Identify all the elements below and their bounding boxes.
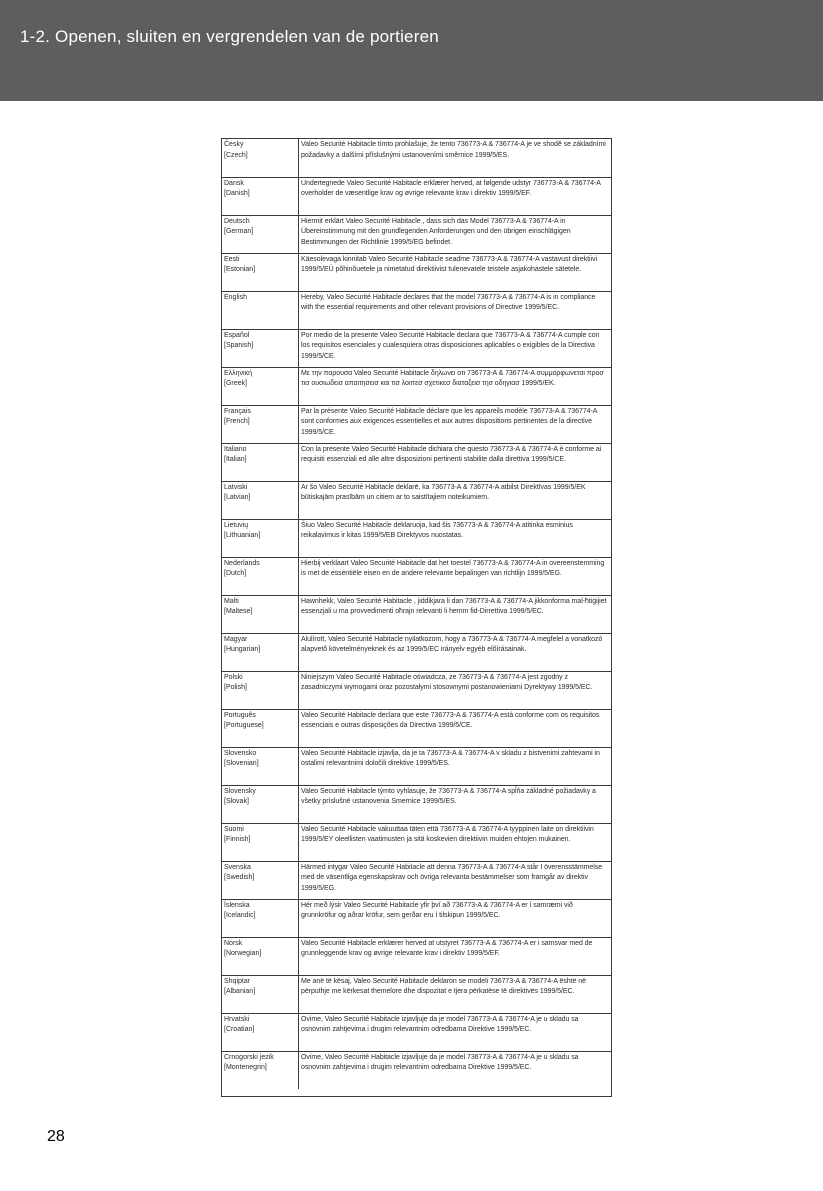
declaration-text: Käesolevaga kinnitab Valeo Securité Habitacle seadme 736773-A & 736774-A vastavust direktiivi 1999/5/EÜ põhinõuetele ja nimetatud direktiivist tulenevatele teistele asjakohastele sätetele.: [299, 253, 612, 291]
language-name: Français: [224, 407, 251, 415]
page-header-bar: [0, 0, 823, 101]
language-cell: [222, 557, 299, 595]
language-name: Magyar: [224, 635, 248, 643]
declaration-row: [222, 1051, 611, 1089]
declaration-text: Hereby, Valeo Securité Habitacle declares that the model 736773-A & 736774-A is in compliance with the essential requirements and other relevant provisions of Directive 1999/5/EC.: [299, 291, 612, 329]
declaration-of-conformity-table: [221, 138, 612, 1097]
language-english-name: [Estonian]: [224, 266, 256, 273]
language-name: Hrvatski: [224, 1015, 250, 1023]
language-cell: [222, 367, 299, 405]
language-english-name: [French]: [224, 418, 250, 425]
language-name: Íslenska: [224, 901, 250, 909]
language-english-name: [Swedish]: [224, 874, 255, 881]
language-cell: [222, 291, 299, 329]
language-name: Malti: [224, 597, 239, 605]
language-english-name: [Spanish]: [224, 342, 254, 349]
language-english-name: [Montenegrin]: [224, 1064, 267, 1071]
language-english-name: [Dutch]: [224, 570, 247, 577]
declaration-text: Ovime, Valeo Securité Habitacle izjavljuje da je model 736773-A & 736774-A je u skladu sa osnovnim zahtjevima i drugim relevantnim odredbama Direktive 1999/5/EC.: [299, 1013, 612, 1051]
language-name: Crnogorski jezik: [224, 1053, 274, 1061]
declaration-row: [222, 367, 611, 405]
declaration-row: [222, 823, 611, 861]
language-cell: [222, 975, 299, 1013]
language-name: Ελληνική: [224, 369, 253, 377]
declaration-row: [222, 443, 611, 481]
language-english-name: [Finnish]: [224, 836, 251, 843]
language-name: Lietuvių: [224, 521, 249, 529]
language-english-name: [Croatian]: [224, 1026, 255, 1033]
language-cell: [222, 253, 299, 291]
declaration-text: Hiermit erklärt Valeo Securité Habitacle , dass sich das Model 736773-A & 736774-A in Übereinstimmung mit den grundlegenden Anforderungen und den übrigen einschlägigen Bestimmungen der Richtlinie 1999/5/EG befindet.: [299, 215, 612, 253]
language-cell: [222, 329, 299, 367]
language-english-name: [Norwegian]: [224, 950, 262, 957]
language-cell: [222, 747, 299, 785]
declaration-text: Valeo Securité Habitacle týmto vyhlasuje, že 736773-A & 736774-A spĺňa základné požiadavky a všetky príslušné ustanovenia Smernice 1999/5/ES.: [299, 785, 612, 823]
language-name: Latviski: [224, 483, 248, 491]
declaration-row: [222, 253, 611, 291]
language-english-name: [Czech]: [224, 151, 248, 159]
declaration-row: [222, 747, 611, 785]
declaration-row: [222, 633, 611, 671]
declaration-row: [222, 519, 611, 557]
declaration-text: Me anë të kësaj, Valeo Securité Habitacle deklaron se modeli 736773-A & 736774-A është në përputhje me kërkesat themelore dhe dispozitat e tjera përkatëse të direktivës 1999/5/EC.: [299, 975, 612, 1013]
declaration-row: [222, 785, 611, 823]
declaration-text: Alulírott, Valeo Securité Habitacle nyilatkozom, hogy a 736773-A & 736774-A megfelel a vonatkozó alapvetõ követelményeknek és az 1999/5/EC irányelv egyéb elõírásainak.: [299, 633, 612, 671]
language-cell: [222, 1051, 299, 1089]
declaration-text: Valeo Securité Habitacle tímto prohlašuje, že tento 736773-A & 736774-A je ve shodě se základními požadavky a dalšími příslušnými ustanoveními směrnice 1999/5/ES.: [301, 141, 606, 159]
language-cell: [222, 139, 299, 177]
declaration-row: [222, 595, 611, 633]
language-english-name: [Icelandic]: [224, 912, 256, 919]
language-cell: [222, 443, 299, 481]
declaration-row: [222, 215, 611, 253]
language-cell: [222, 633, 299, 671]
language-cell: [222, 861, 299, 899]
page-number: 28: [47, 1128, 65, 1145]
language-name: Italiano: [224, 445, 247, 453]
language-english-name: [Italian]: [224, 456, 247, 463]
declaration-text: Por medio de la presente Valeo Securité Habitacle declara que 736773-A & 736774-A cumple con los requisitos esenciales y cualesquiera otras disposiciones aplicables o exigibles de la Directiva 1999/5/CE.: [299, 329, 612, 367]
language-cell: [222, 823, 299, 861]
language-cell: [222, 899, 299, 937]
declaration-row: [222, 329, 611, 367]
declarations-table: [222, 139, 611, 1089]
declaration-row: [222, 671, 611, 709]
declaration-text: Undertegnede Valeo Securité Habitacle erklærer herved, at følgende udstyr 736773-A & 736774-A overholder de væsentlige krav og øvrige relevante krav i direktiv 1999/5/EF.: [299, 177, 612, 215]
language-name: Deutsch: [224, 217, 250, 225]
language-name: Česky: [224, 141, 244, 148]
declaration-row: [222, 481, 611, 519]
declaration-text: Valeo Securité Habitacle izjavlja, da je ta 736773-A & 736774-A v skladu z bistvenimi zahtevami in ostalimi relevantnimi določili direktive 1999/5/ES.: [299, 747, 612, 785]
language-cell: [222, 937, 299, 975]
language-cell: [222, 481, 299, 519]
language-cell: [222, 519, 299, 557]
language-english-name: [Albanian]: [224, 988, 256, 995]
declaration-row: [222, 557, 611, 595]
section-title: 1-2. Openen, sluiten en vergrendelen van de portieren: [20, 27, 439, 46]
language-english-name: [Slovenian]: [224, 760, 259, 767]
language-cell: [222, 671, 299, 709]
declaration-row: [222, 177, 611, 215]
language-name: Dansk: [224, 179, 244, 187]
language-name: Español: [224, 331, 250, 339]
declaration-row: [222, 139, 611, 177]
language-name: Shqiptar: [224, 977, 251, 985]
language-english-name: [Maltese]: [224, 608, 253, 615]
language-english-name: [German]: [224, 228, 254, 235]
declaration-row: [222, 899, 611, 937]
language-english-name: [Portuguese]: [224, 722, 264, 729]
declaration-text: Με την παρουσα Valeo Securité Habitacle δηλωνει οτι 736773-A & 736774-A συμμορφωνεται προσ τισ ουσιωδεισ απαιτησεισ και τισ λοιπεσ σχετικεσ διαταξεισ τησ οδηγιασ 1999/5/ΕΚ.: [299, 367, 612, 405]
language-english-name: [Greek]: [224, 380, 247, 387]
language-name: Slovensky: [224, 787, 256, 795]
declaration-text: Par la présente Valeo Securité Habitacle déclare que les appareils modèle 736773-A & 736774-A sont conformes aux exigences essentielles et aux autres dispositions pertinentes de la directive 1999/5/CE.: [299, 405, 612, 443]
declaration-text: Hér með lýsir Valeo Securité Habitacle yfir því að 736773-A & 736774-A er í samræmi við grunnkröfur og aðrar kröfur, sem gerðar eru í tilskipun 1999/5/EC.: [299, 899, 612, 937]
declaration-row: [222, 709, 611, 747]
declaration-text: Ovime, Valeo Securité Habitacle izjavljuje da je model 736773-A & 736774-A je u skladu sa osnovnim zahtjevima i drugim relevantnim odredbama Direktive 1999/5/EC.: [299, 1051, 612, 1089]
language-cell: [222, 177, 299, 215]
language-english-name: [Slovak]: [224, 798, 249, 805]
language-name: Português: [224, 711, 256, 719]
language-name: Eesti: [224, 255, 240, 263]
language-cell: [222, 709, 299, 747]
declaration-text: Valeo Securité Habitacle erklærer herved at utstyret 736773-A & 736774-A er i samsvar med de grunnleggende krav og øvrige relevante krav i direktiv 1999/5/EF.: [299, 937, 612, 975]
language-name: Suomi: [224, 825, 244, 833]
language-cell: [222, 785, 299, 823]
language-cell: [222, 1013, 299, 1051]
language-name: Slovensko: [224, 749, 257, 757]
language-cell: [222, 215, 299, 253]
language-name: Svenska: [224, 863, 251, 871]
language-name: Norsk: [224, 939, 243, 947]
declaration-text: Härmed intygar Valeo Securité Habitacle att denna 736773-A & 736774-A står I överensstämmelse med de väsentliga egenskapskrav och övriga relevanta bestämmelser som framgår av direktiv 1999/5/EG.: [299, 861, 612, 899]
declaration-row: [222, 861, 611, 899]
declaration-row: [222, 975, 611, 1013]
declaration-text: Hawnhekk, Valeo Securité Habitacle , jiddikjara li dan 736773-A & 736774-A jikkonforma mal-ħtiġijiet essenzjali u ma provvedimenti oħrajn relevanti li hemm fid-Dirrettiva 1999/5/EC.: [299, 595, 612, 633]
declaration-text: Niniejszym Valeo Securité Habitacle oświadcza, że 736773-A & 736774-A jest zgodny z zasadniczymi wymogami oraz pozostałymi stosownymi postanowieniami Dyrektywy 1999/5/EC.: [299, 671, 612, 709]
language-english-name: [Danish]: [224, 190, 250, 197]
language-name: Polski: [224, 673, 243, 681]
declaration-text: Valeo Securité Habitacle declara que este 736773-A & 736774-A está conforme com os requisitos essenciais e outras disposições da Directiva 1999/5/CE.: [299, 709, 612, 747]
language-cell: [222, 595, 299, 633]
declaration-row: [222, 405, 611, 443]
declaration-row: [222, 937, 611, 975]
declaration-row: [222, 291, 611, 329]
declaration-text: Hierbij verklaart Valeo Securité Habitacle dat het toestel 736773-A & 736774-A in overeenstemming is met de essentiële eisen en de andere relevante bepalingen van richtlijn 1999/5/EG.: [299, 557, 612, 595]
language-name: English: [224, 293, 247, 301]
declaration-text: Šiuo Valeo Securité Habitacle deklaruoja, kad šis 736773-A & 736774-A atitinka esminius reikalavimus ir kitas 1999/5/EB Direktyvos nuostatas.: [299, 519, 612, 557]
declaration-text: Con la presente Valeo Securité Habitacle dichiara che questo 736773-A & 736774-A è conforme ai requisiti essenziali ed alle altre disposizioni pertinenti stabilite dalla direttiva 1999/5/CE.: [299, 443, 612, 481]
declaration-text: Ar šo Valeo Securité Habitacle deklarē, ka 736773-A & 736774-A atbilst Direktīvas 1999/5/EK būtiskajām prasībām un citiem ar to saistītajiem noteikumiem.: [299, 481, 612, 519]
declaration-text: Valeo Securité Habitacle vakuuttaa täten että 736773-A & 736774-A tyyppinen laite on direktiivin 1999/5/EY oleellisten vaatimusten ja sitä koskevien direktiivin muiden ehtojen mukainen.: [299, 823, 612, 861]
language-cell: [222, 405, 299, 443]
language-english-name: [Latvian]: [224, 494, 251, 501]
language-english-name: [Polish]: [224, 684, 247, 691]
language-name: Nederlands: [224, 559, 260, 567]
language-english-name: [Lithuanian]: [224, 532, 261, 539]
declaration-row: [222, 1013, 611, 1051]
language-english-name: [Hungarian]: [224, 646, 261, 653]
